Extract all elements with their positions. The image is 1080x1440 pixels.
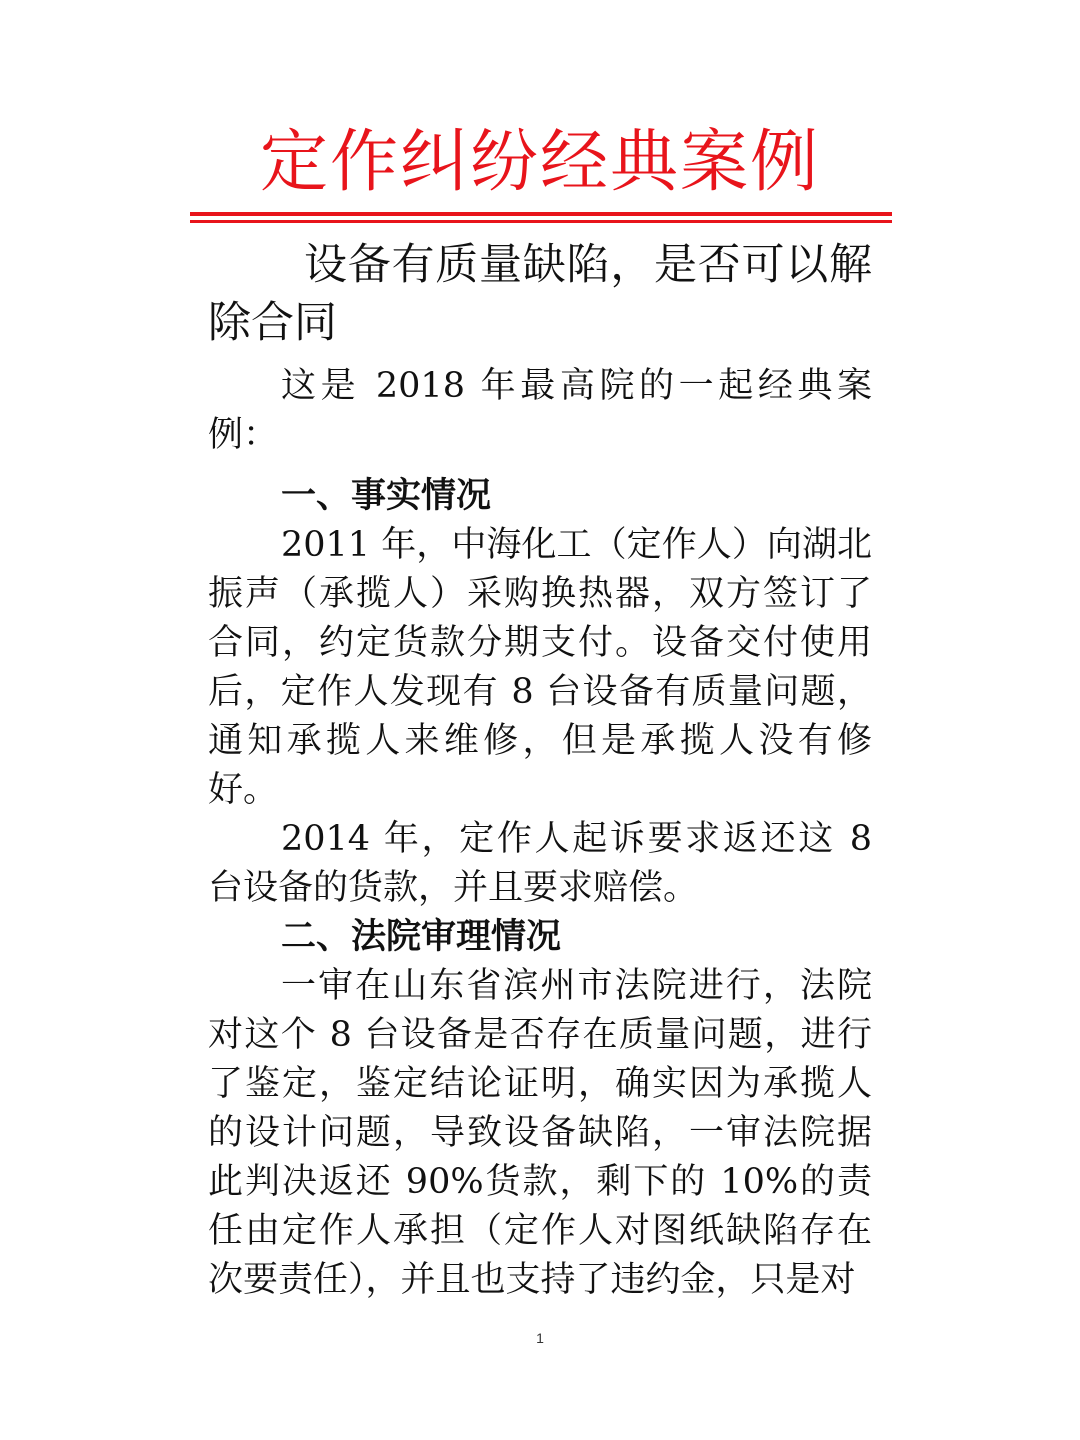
section-heading-trial: 二、法院审理情况 [281,917,562,957]
facts-paragraph-1: 2011 年，中海化工（定作人）向湖北振声（承揽人）采购换热器，双方签订了合同，约定货款分期支付。设备交付使用后，定作人发现有 8 台设备有质量问题，通知承揽人来维修，但是承揽人没有修好。 [208,525,872,810]
document-body [208,236,872,1305]
facts-paragraph-2: 2014 年，定作人起诉要求返还这 8 台设备的货款，并且要求赔偿。 [208,819,872,908]
title-divider-thick [190,212,892,216]
page-number: 1 [536,1330,544,1346]
title-divider-thin [190,220,892,223]
trial-paragraph-1: 一审在山东省滨州市法院进行，法院对这个 8 台设备是否存在质量问题，进行了鉴定，鉴定结论证明，确实因为承揽人的设计问题，导致设备缺陷，一审法院据此判决返还 90%货款，剩下的 10%的责任由定作人承担（定作人对图纸缺陷存在次要责任），并且也支持了违约金，只是对 [208,966,872,1300]
section-heading-facts: 一、事实情况 [281,476,492,516]
intro-paragraph: 这是 2018 年最高院的一起经典案例： [208,366,872,455]
document-title: 定作纠纷经典案例 [259,123,820,202]
document-subtitle: 设备有质量缺陷，是否可以解除合同 [208,240,872,348]
